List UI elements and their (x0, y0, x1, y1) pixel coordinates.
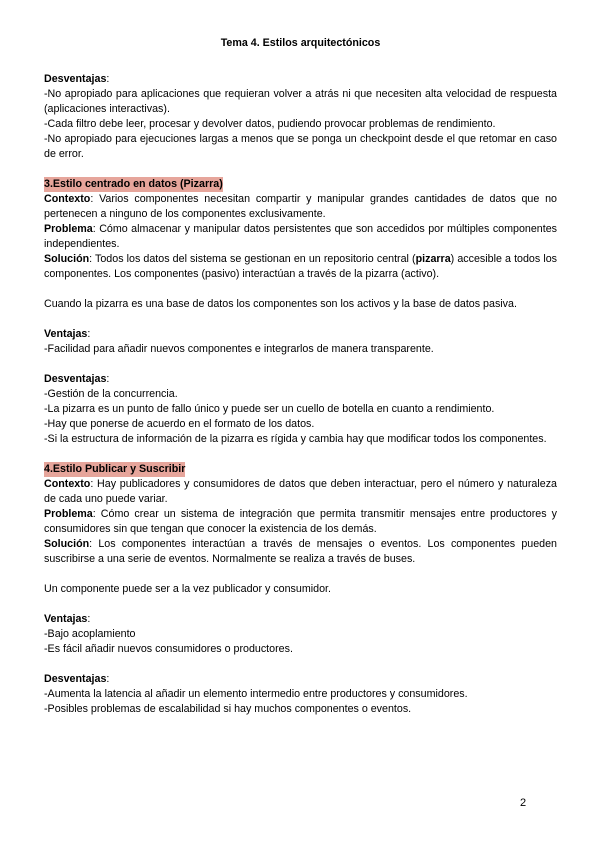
list-item: -La pizarra es un punto de fallo único y puede ser un cuello de botella en cuanto a rendimiento. (44, 403, 495, 415)
page-content (44, 36, 557, 717)
list-item: -Es fácil añadir nuevos consumidores o productores. (44, 643, 293, 655)
label: Ventajas (44, 613, 88, 625)
list-item: -No apropiado para ejecuciones largas a menos que se ponga un checkpoint desde el que retomar en caso de error. (44, 133, 557, 160)
text: Varios componentes necesitan compartir y manipular grandes cantidades de datos que no pertenecen a ninguno de los componentes exclusivamente. (44, 193, 557, 220)
label: Solución (44, 538, 90, 550)
label: Contexto (44, 478, 91, 490)
page-number: 2 (520, 797, 527, 809)
section3-problema: Problema: Cómo almacenar y manipular datos persistentes que son accedidos por múltiples componentes independientes. (44, 223, 557, 250)
text: Cómo almacenar y manipular datos persistentes que son accedidos por múltiples componentes independientes. (44, 223, 557, 250)
text: Cómo crear un sistema de integración que permita transmitir mensajes entre productores y consumidores sin que tengan que conocer la existencia de los demás. (44, 508, 557, 535)
section3-heading: 3.Estilo centrado en datos (Pizarra) (44, 178, 223, 190)
list-item: -Cada filtro debe leer, procesar y devolver datos, pudiendo provocar problemas de rendimiento. (44, 118, 496, 130)
section4-heading: 4.Estilo Publicar y Suscribir (44, 463, 186, 475)
list-item: -Bajo acoplamiento (44, 628, 136, 640)
section4-contexto: Contexto: Hay publicadores y consumidores de datos que deben interactuar, pero el número y naturaleza de cada uno puede variar. (44, 478, 557, 505)
section4-desventajas-heading: Desventajas: (44, 673, 110, 685)
label: Desventajas (44, 373, 107, 385)
section3-note: Cuando la pizarra es una base de datos los componentes son los activos y la base de datos pasiva. (44, 298, 517, 310)
section3-ventajas-heading: Ventajas: (44, 328, 91, 340)
label: Problema (44, 223, 93, 235)
label: Ventajas (44, 328, 88, 340)
text: Los componentes interactúan a través de mensajes o eventos. Los componentes pueden suscribirse a una serie de eventos. Normalmente se realiza a través de buses. (44, 538, 557, 565)
text: Todos los datos del sistema se gestionan en un repositorio central ( (95, 253, 416, 265)
text: Hay publicadores y consumidores de datos que deben interactuar, pero el número y naturaleza de cada uno puede variar. (44, 478, 557, 505)
label: Solución (44, 253, 90, 265)
intro-desventajas-heading: Desventajas: (44, 73, 110, 85)
section4-ventajas-heading: Ventajas: (44, 613, 91, 625)
label: Contexto (44, 193, 91, 205)
label: Problema (44, 508, 93, 520)
label: Desventajas (44, 73, 107, 85)
bold-text: pizarra (415, 253, 451, 265)
section3-heading-row (44, 177, 557, 192)
list-item: -Posibles problemas de escalabilidad si hay muchos componentes o eventos. (44, 703, 412, 715)
section4-problema: Problema: Cómo crear un sistema de integración que permita transmitir mensajes entre productores y consumidores sin que tengan que conocer la existencia de los demás. (44, 508, 557, 535)
section4-solucion: Solución: Los componentes interactúan a través de mensajes o eventos. Los componentes pueden suscribirse a una serie de eventos. Normalmente se realiza a través de buses. (44, 538, 557, 565)
section3-desventajas-heading: Desventajas: (44, 373, 110, 385)
text: ) accesible a todos los componentes. Los componentes (pasivo) interactúan a través de la pizarra (activo). (44, 253, 557, 280)
list-item: -Aumenta la latencia al añadir un elemento intermedio entre productores y consumidores. (44, 688, 468, 700)
section3-solucion: Solución: Todos los datos del sistema se gestionan en un repositorio central (pizarra) accesible a todos los componentes. Los componentes (pasivo) interactúan a través de la pizarra (activo). (44, 253, 557, 280)
section4-note: Un componente puede ser a la vez publicador y consumidor. (44, 583, 331, 595)
section4-heading-row (44, 462, 557, 477)
section3-contexto: Contexto: Varios componentes necesitan compartir y manipular grandes cantidades de datos que no pertenecen a ninguno de los componentes exclusivamente. (44, 193, 557, 220)
list-item: -Gestión de la concurrencia. (44, 388, 178, 400)
label: Desventajas (44, 673, 107, 685)
list-item: -No apropiado para aplicaciones que requieran volver a atrás ni que necesiten alta velocidad de respuesta (aplicaciones interactivas). (44, 88, 557, 115)
list-item: -Facilidad para añadir nuevos componentes e integrarlos de manera transparente. (44, 343, 434, 355)
page-title: Tema 4. Estilos arquitectónicos (220, 37, 381, 49)
list-item: -Si la estructura de información de la pizarra es rígida y cambia hay que modificar todos los componentes. (44, 433, 547, 445)
list-item: -Hay que ponerse de acuerdo en el formato de los datos. (44, 418, 315, 430)
